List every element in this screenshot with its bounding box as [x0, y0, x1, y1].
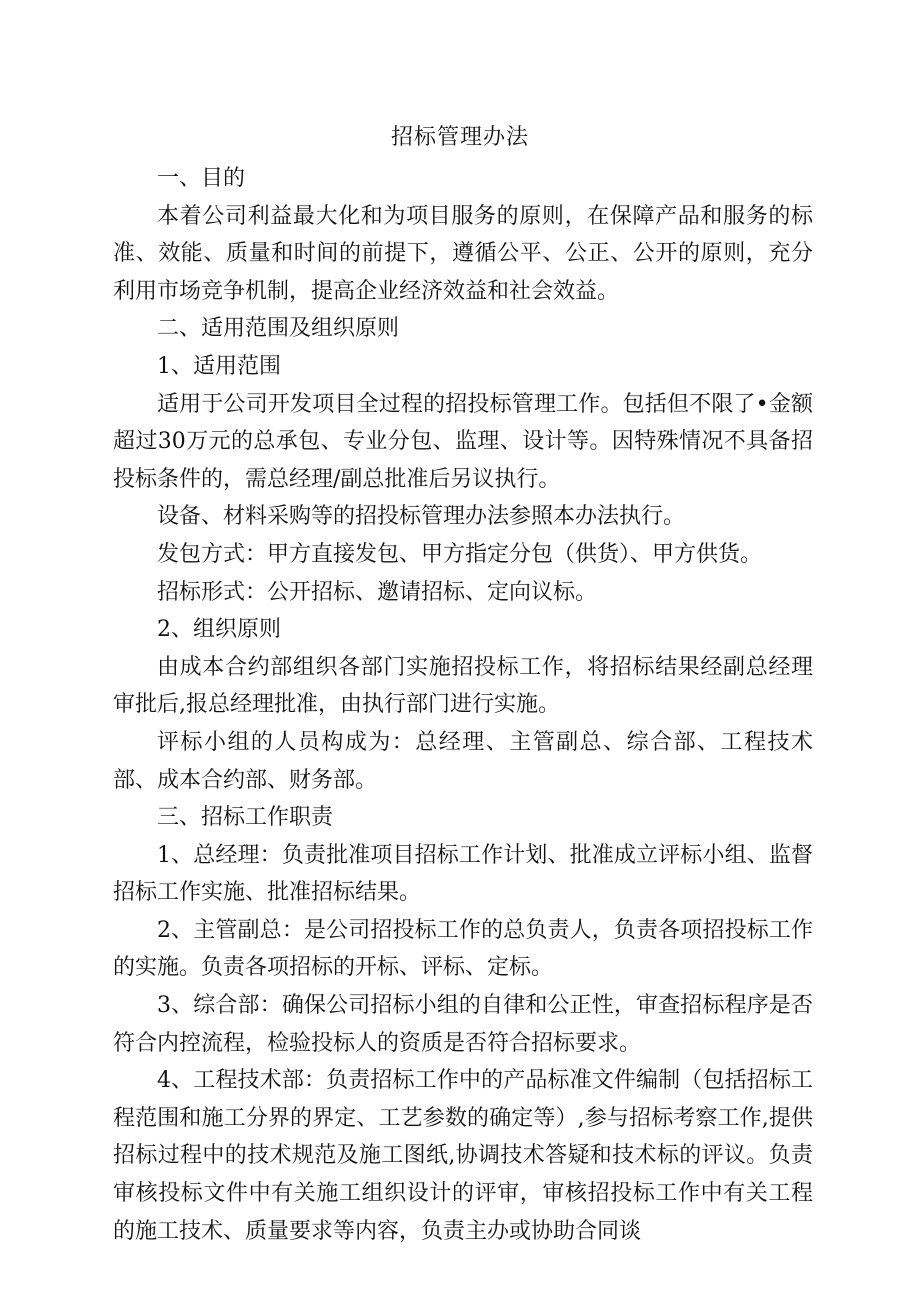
paragraph: 发包方式：甲方直接发包、甲方指定分包（供货）、甲方供货。: [157, 541, 763, 567]
paragraph: 2、主管副总：是公司招投标工作的总负责人，负责各项招投标工作的实施。负责各项招标的开标、评标、定标。: [113, 917, 813, 981]
section-heading-duties: 三、招标工作职责: [157, 805, 334, 831]
subsection-heading-scope: 1、适用范围: [157, 353, 281, 379]
document-body: [113, 160, 813, 1250]
paragraph: 本着公司利益最大化和为项目服务的原则，在保障产品和服务的标准、效能、质量和时间的前提下，遵循公平、公正、公开的原则，充分利用市场竞争机制，提高企业经济效益和社会效益。: [113, 203, 813, 304]
paragraph: 3、综合部：确保公司招标小组的自律和公正性，审查招标程序是否符合内控流程，检验投标人的资质是否符合招标要求。: [113, 993, 813, 1056]
paragraph: 评标小组的人员构成为：总经理、主管副总、综合部、工程技术部、成本合约部、财务部。: [113, 729, 813, 793]
paragraph: 设备、材料采购等的招投标管理办法参照本办法执行。: [157, 504, 686, 530]
paragraph: 招标形式：公开招标、邀请招标、定向议标。: [157, 579, 598, 605]
subsection-heading-organization: 2、组织原则: [157, 617, 281, 643]
section-heading-purpose: 一、目的: [157, 166, 246, 191]
document-title: 招标管理办法: [390, 125, 529, 150]
section-heading-scope: 二、适用范围及组织原则: [157, 316, 400, 342]
paragraph: 由成本合约部组织各部门实施招投标工作，将招标结果经副总经理审批后,报总经理批准，由执行部门进行实施。: [113, 654, 813, 718]
paragraph: 4、工程技术部：负责招标工作中的产品标准文件编制（包括招标工程范围和施工分界的界定、工艺参数的确定等）,参与招标考察工作,提供招标过程中的技术规范及施工图纸,协调技术答疑和技术标的评议。负责审核投标文件中有关施工组织设计的评审，审核招投标工作中有关工程的施工技术、质量要求等内容，负责主办或协助合同谈: [113, 1068, 813, 1244]
paragraph: 适用于公司开发项目全过程的招投标管理工作。包括但不限了•金额超过30万元的总承包、专业分包、监理、设计等。因特殊情况不具备招投标条件的，需总经理/副总批准后另议执行。: [113, 391, 813, 492]
paragraph: 1、总经理：负责批准项目招标工作计划、批准成立评标小组、监督招标工作实施、批准招标结果。: [113, 842, 813, 906]
